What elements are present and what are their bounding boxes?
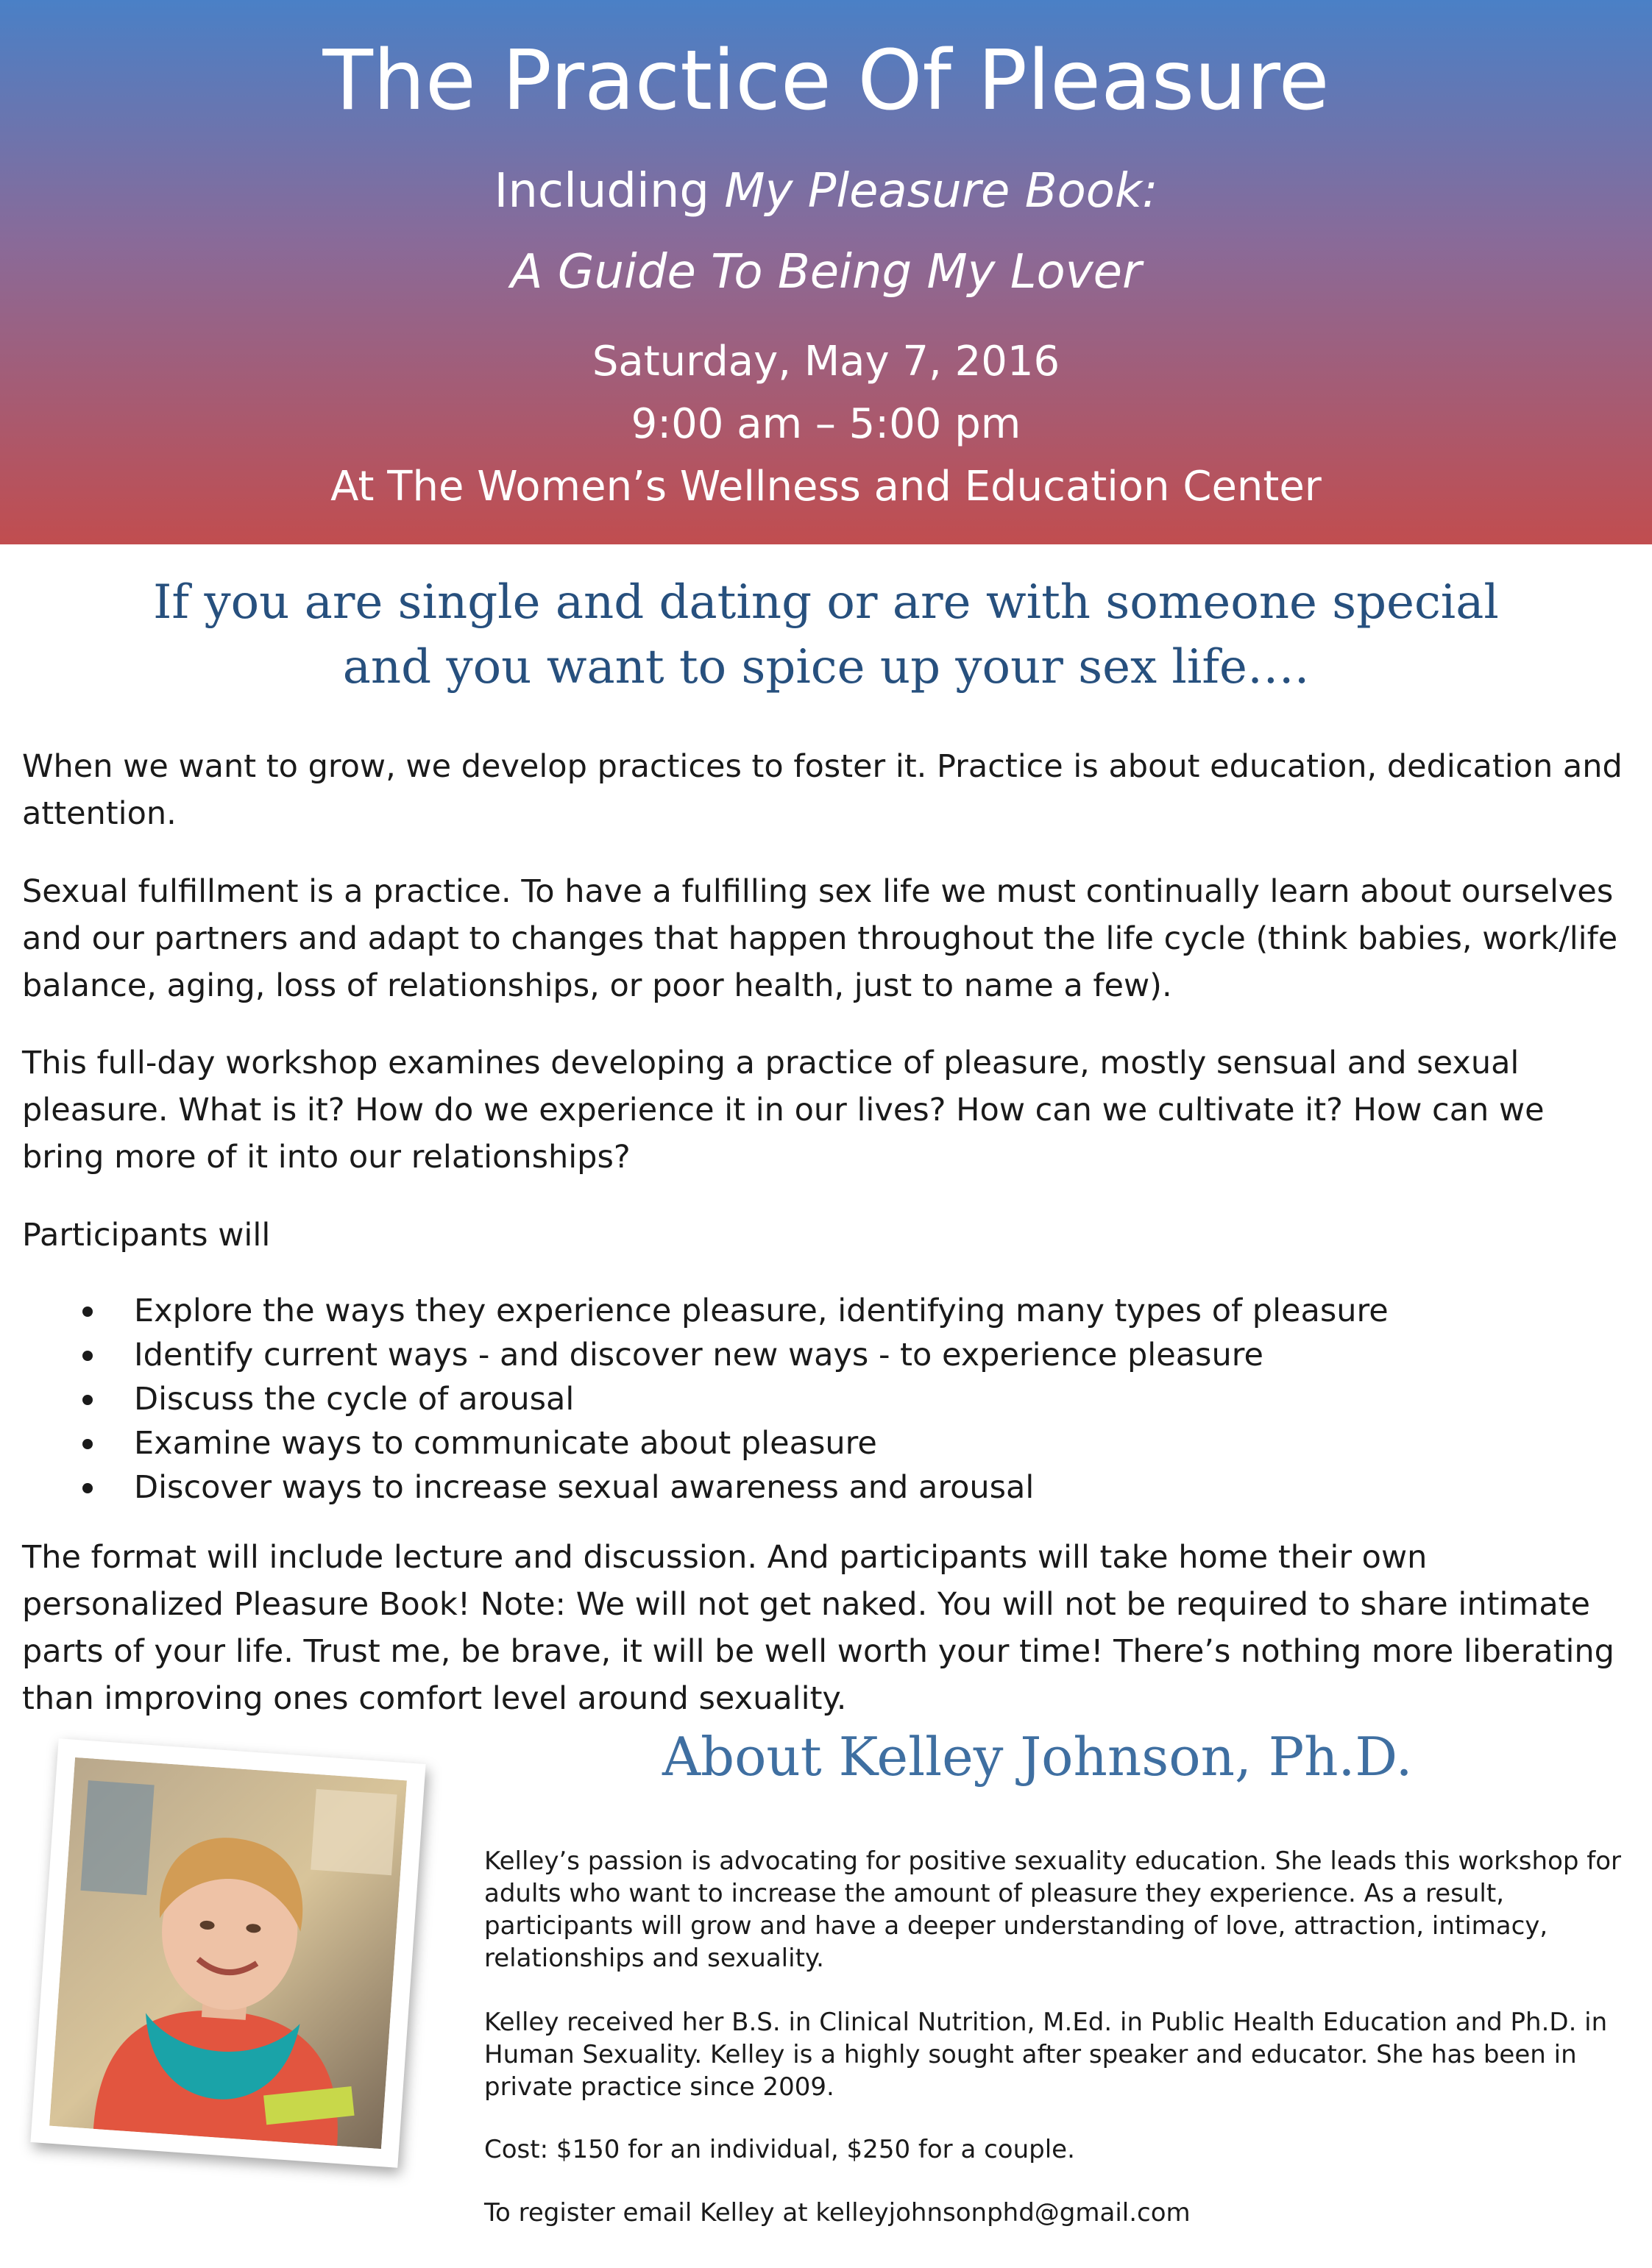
- about-credentials-paragraph: Kelley received her B.S. in Clinical Nutrition, M.Ed. in Public Health Education and Ph.D. in Human Sexuality. Kelley is a highly sought after speaker and educator. She has been in private practice since 2009.: [484, 2008, 1608, 2102]
- tagline-line1: If you are single and dating or are with someone special: [153, 575, 1499, 630]
- fulfillment-paragraph: Sexual fulfillment is a practice. To have a fulfilling sex life we must continually learn about ourselves and our partners and adapt to changes that happen throughout the life cycle (think babies, work/life balance, aging, loss of relationships, or poor health, just to name a few).: [22, 873, 1618, 1004]
- event-subtitle-line2: A Guide To Being My Lover: [510, 245, 1142, 299]
- event-venue: At The Women’s Wellness and Education Center: [330, 463, 1322, 511]
- bullet-icon: [82, 1439, 93, 1449]
- register-label: To register email Kelley at: [484, 2198, 816, 2228]
- event-date: Saturday, May 7, 2016: [592, 338, 1060, 385]
- participants-intro: Participants will: [22, 1217, 271, 1254]
- list-item: Discuss the cycle of arousal: [74, 1377, 1545, 1421]
- about-bio-paragraph: Kelley’s passion is advocating for positive sexuality education. She leads this workshop for adults who want to increase the amount of pleasure they experience. As a result, participants will grow and have a deeper understanding of love, attraction, intimacy, relationships and sexuality.: [484, 1846, 1622, 1973]
- list-item: Discover ways to increase sexual awareness and arousal: [74, 1465, 1545, 1510]
- bullet-icon: [82, 1351, 93, 1361]
- subtitle-prefix: Including: [494, 164, 725, 218]
- header-banner: [0, 0, 1652, 544]
- register-email-link[interactable]: kelleyjohnsonphd@gmail.com: [815, 2198, 1191, 2228]
- list-item: Examine ways to communicate about pleasure: [74, 1421, 1545, 1465]
- event-time: 9:00 am – 5:00 pm: [631, 400, 1021, 448]
- bullet-icon: [82, 1483, 93, 1493]
- format-paragraph: The format will include lecture and discussion. And participants will take home their own personalized Pleasure Book! Note: We will not get naked. You will not be required to share intimate parts of your life. Trust me, be brave, it will be well worth your time! There’s nothing more liberating than improving ones comfort level around sexuality.: [22, 1539, 1614, 1717]
- portrait-illustration: [49, 1757, 407, 2149]
- bullet-icon: [82, 1395, 93, 1405]
- workshop-paragraph: This full-day workshop examines developing a practice of pleasure, mostly sensual and sexual pleasure. What is it? How do we experience it in our lives? How can we cultivate it? How can we bring more of it into our relationships?: [22, 1045, 1545, 1176]
- register-line: [484, 2197, 1632, 2229]
- event-subtitle-line1: [0, 154, 1652, 228]
- event-title: The Practice Of Pleasure: [322, 33, 1330, 129]
- bullet-icon: [82, 1307, 93, 1317]
- about-heading: About Kelley Johnson, Ph.D.: [662, 1726, 1413, 1788]
- participants-list: [74, 1289, 1545, 1510]
- subtitle-book-title: My Pleasure Book:: [724, 164, 1158, 218]
- list-item: Explore the ways they experience pleasure, identifying many types of pleasure: [74, 1289, 1545, 1333]
- list-item: Identify current ways - and discover new ways - to experience pleasure: [74, 1333, 1545, 1377]
- cost-text: Cost: $150 for an individual, $250 for a couple.: [484, 2135, 1075, 2164]
- tagline-line2: and you want to spice up your sex life….: [342, 640, 1310, 694]
- tagline: [0, 570, 1652, 700]
- intro-paragraph: When we want to grow, we develop practices to foster it. Practice is about education, dedication and attention.: [22, 748, 1623, 832]
- instructor-photo: [30, 1738, 425, 2168]
